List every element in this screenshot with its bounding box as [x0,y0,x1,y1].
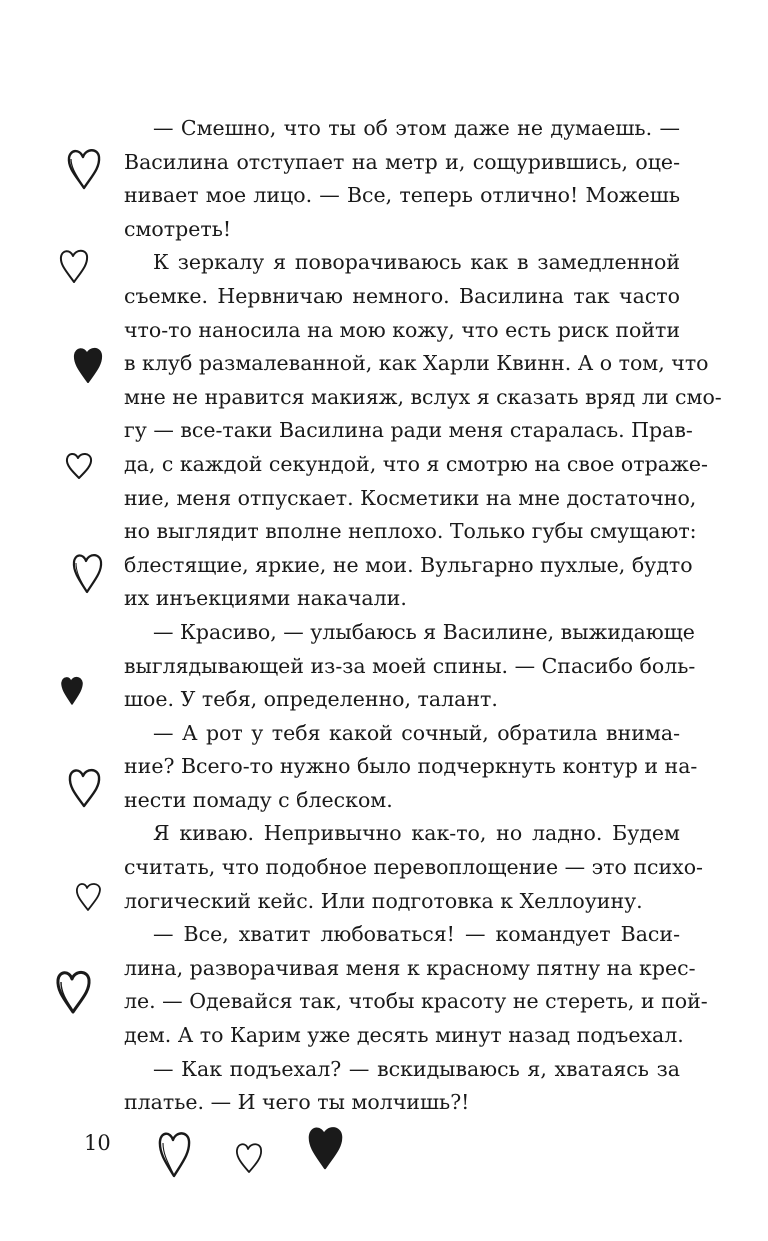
text-line: платье. — И чего ты молчишь?! [124,1090,470,1115]
heart-outline-icon [74,880,102,912]
text-line: блестящие, яркие, не мои. Вульгарно пухлые, будто [124,552,693,577]
text-line: — А рот у тебя какой сочный, обратила внима- [153,720,680,745]
text-line: ние? Всего-то нужно было подчеркнуть контур и на- [124,754,698,779]
text-line: логический кейс. Или подготовка к Хеллоуину. [124,888,643,913]
text-line: съемке. Нервничаю немного. Василина так часто [124,283,680,308]
text-line: да, с каждой секундой, что я смотрю на свое отраже- [124,451,708,476]
text-line: выглядывающей из-за моей спины. — Спасибо боль- [124,653,696,678]
paragraph [124,112,680,246]
paragraph [124,616,696,717]
text-line: их инъекциями накачали. [124,586,407,611]
text-line: считать, что подобное перевоплощение — это психо- [124,855,703,880]
heart-filled-icon [306,1124,344,1170]
heart-outline-icon [66,146,102,190]
text-line: мне не нравится макияж, вслух я сказать вряд ли смо- [124,384,722,409]
text-line: лина, разворачивая меня к красному пятну на крес- [124,955,696,980]
text-line: — Все, хватит любоваться! — командует Васи- [153,922,680,947]
text-line: — Красиво, — улыбаюсь я Василине, выжидающе [153,619,695,644]
text-line: шое. У тебя, определенно, талант. [124,687,498,712]
heart-outline-icon [70,550,104,594]
paragraph [124,1053,680,1120]
heart-filled-icon [60,674,84,706]
text-line: ле. — Одевайся так, чтобы красоту не стереть, и пой- [124,989,708,1014]
heart-filled-icon [72,344,104,384]
text-line: нивает мое лицо. — Все, теперь отлично! Можешь [124,183,680,208]
heart-outline-icon [66,766,102,808]
text-line: — Смешно, что ты об этом даже не думаешь. — [153,116,680,140]
heart-outline-icon [54,968,92,1014]
text-line: в клуб размалеванной, как Харли Квинн. А о том, что [124,351,709,376]
text-line: Я киваю. Непривычно как-то, но ладно. Будем [153,821,680,846]
paragraph [124,246,722,616]
text-line: Василина отступает на метр и, сощурившись, оце- [124,149,680,174]
paragraph [124,717,698,818]
heart-outline-icon [234,1140,264,1174]
paragraph [124,817,703,918]
text-line: К зеркалу я поворачиваюсь как в замедленной [153,250,680,275]
text-line: — Как подъехал? — вскидываюсь я, хватаясь за [153,1056,680,1081]
heart-outline-icon [58,246,90,284]
text-line: но выглядит вполне неплохо. Только губы смущают: [124,519,697,544]
text-line: гу — все-таки Василина ради меня старалась. Прав- [124,418,693,443]
text-line: нести помаду с блеском. [124,787,393,812]
heart-outline-icon [156,1128,192,1178]
text-line: ние, меня отпускает. Косметики на мне достаточно, [124,485,697,510]
body-text [124,112,722,1120]
text-line: дем. А то Карим уже десять минут назад подъехал. [124,1023,684,1048]
heart-outline-icon [64,450,94,480]
paragraph [124,918,708,1052]
text-line: смотреть! [124,216,232,241]
page-number: 10 [84,1131,111,1155]
text-line: что-то наносила на мою кожу, что есть риск пойти [124,317,680,342]
